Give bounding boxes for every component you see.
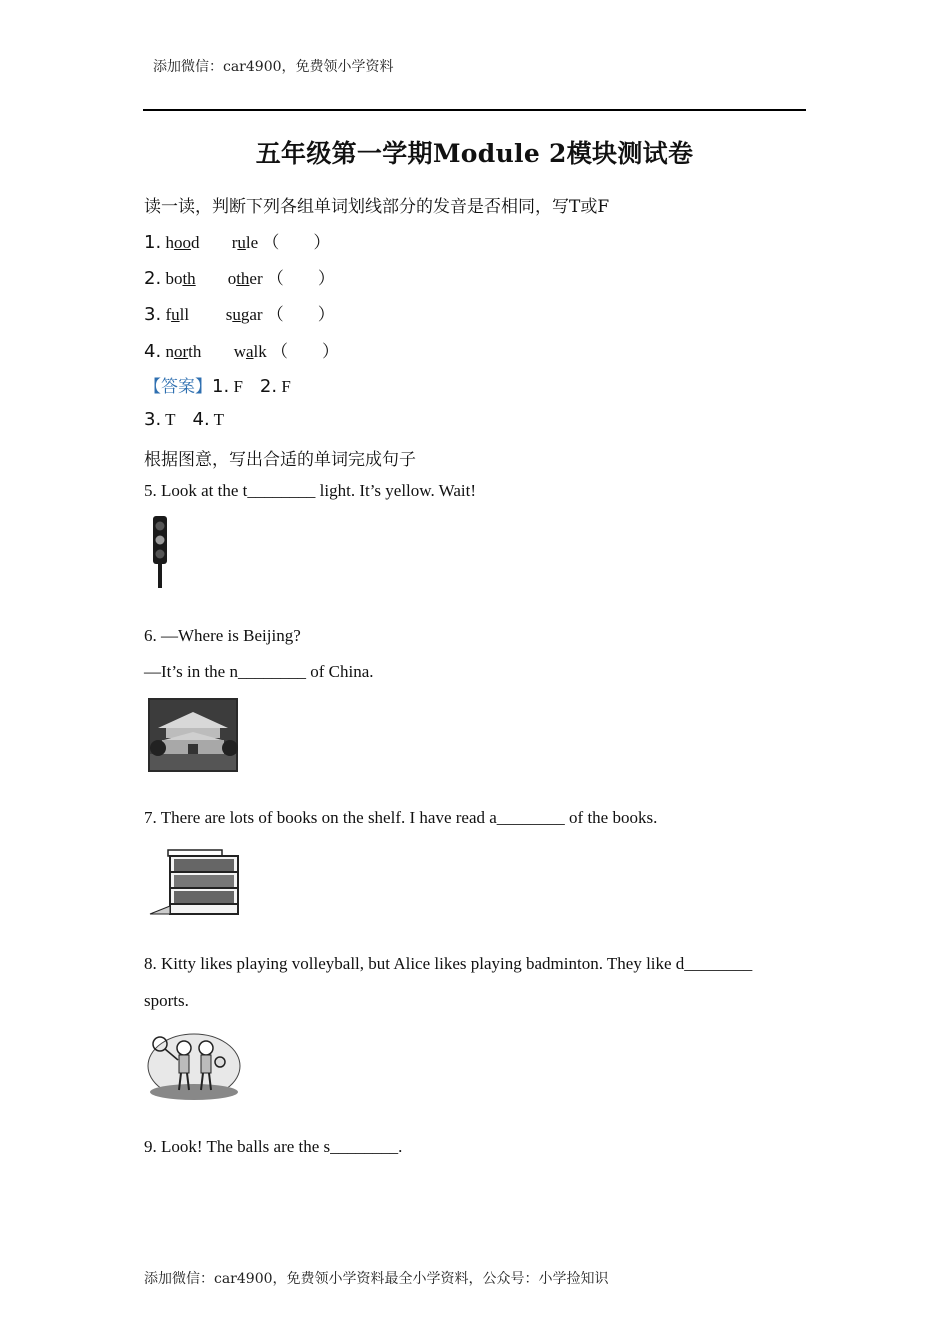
answer-tag: 【答案】 xyxy=(144,377,212,397)
item-number: 1. xyxy=(144,232,162,253)
answer-line-1: 【答案】1. F 2. F xyxy=(144,376,291,397)
underlined-sound: th xyxy=(182,269,196,288)
item-number: 3. xyxy=(144,304,162,325)
bookshelf-image xyxy=(148,848,242,918)
phonics-item-2: 2. both other （ ） xyxy=(144,264,335,289)
answer-blank: （ ） xyxy=(262,233,331,253)
tiananmen-image xyxy=(148,698,238,772)
phonics-item-3: 3. full sugar （ ） xyxy=(144,300,335,325)
kids-sports-image xyxy=(146,1026,242,1100)
question-7: 7. There are lots of books on the shelf. I have read a________ of the books. xyxy=(144,808,658,827)
answer-blank: （ ） xyxy=(266,269,335,289)
footer-note: 添加微信：car4900，免费领小学资料最全小学资料，公众号：小学捡知识 xyxy=(144,1271,609,1287)
question-8b: sports. xyxy=(144,991,189,1010)
phonics-item-1: 1. hood rule （ ） xyxy=(144,228,330,253)
question-6a: 6. —Where is Beijing? xyxy=(144,626,301,645)
traffic-light-image xyxy=(148,514,172,590)
item-number: 2. xyxy=(144,268,162,289)
answer-blank: （ ） xyxy=(266,305,335,325)
question-6b: —It’s in the n________ of China. xyxy=(144,662,374,681)
answer-line-2: 3. T 4. T xyxy=(144,409,225,430)
question-9: 9. Look! The balls are the s________. xyxy=(144,1137,403,1156)
underlined-sound: th xyxy=(236,269,250,288)
phonics-item-4: 4. north walk （ ） xyxy=(144,337,339,362)
page-title: 五年级第一学期Module 2模块测试卷 xyxy=(255,139,694,168)
question-5: 5. Look at the t________ light. It’s yellow. Wait! xyxy=(144,481,476,500)
header-note: 添加微信：car4900，免费领小学资料 xyxy=(153,59,394,75)
underlined-sound: a xyxy=(245,342,254,361)
underlined-sound: u xyxy=(232,305,241,324)
item-number: 4. xyxy=(144,341,162,362)
header-divider xyxy=(143,109,806,111)
underlined-sound: u xyxy=(237,233,246,252)
section1-instruction: 读一读，判断下列各组单词划线部分的发音是否相同，写T或F xyxy=(144,197,610,217)
answer-blank: （ ） xyxy=(271,342,339,362)
underlined-sound: or xyxy=(173,342,189,361)
underlined-sound: u xyxy=(171,305,180,324)
section2-instruction: 根据图意，写出合适的单词完成句子 xyxy=(144,450,416,470)
underlined-sound: oo xyxy=(173,233,191,252)
question-8a: 8. Kitty likes playing volleyball, but Alice likes playing badminton. They like d________ xyxy=(144,954,753,973)
